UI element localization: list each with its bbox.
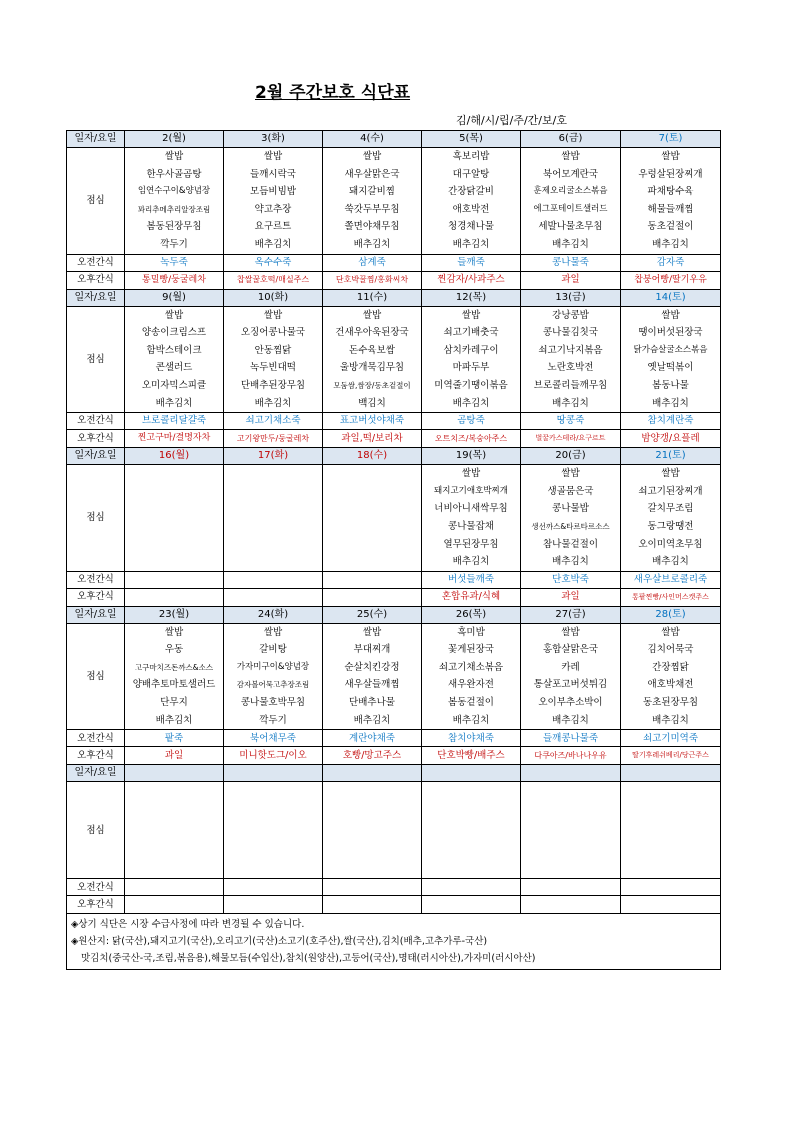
menu-item: 배추김치: [652, 556, 689, 568]
menu-item: 봄동나물: [652, 379, 689, 391]
menu-item: 훈제오리굴소스볶음: [533, 186, 608, 197]
pm-snack-label: 오후간식: [67, 896, 125, 914]
am-snack-cell: 옥수수죽: [224, 254, 323, 271]
pm-snack-cell: 밤양갱/요플레: [621, 430, 721, 448]
day-header: 7(토): [621, 131, 721, 148]
pm-snack-label: 오후간식: [67, 747, 125, 765]
date-label: 일자/요일: [67, 606, 125, 623]
am-snack-label: 오전간식: [67, 254, 125, 271]
lunch-cell: [125, 623, 224, 730]
menu-item: 감자볼어묵고추장조림: [236, 680, 310, 690]
menu-item: 들깨시락국: [250, 168, 296, 180]
lunch-label: 점심: [67, 148, 125, 255]
menu-item: 쌀밥: [661, 151, 680, 162]
am-snack-row: [67, 413, 721, 430]
lunch-cell: [422, 148, 521, 255]
lunch-cell: [521, 623, 621, 730]
day-header: 11(수): [323, 289, 422, 306]
am-snack-cell: [125, 571, 224, 588]
lunch-row: [67, 782, 721, 879]
page-title: 2월 주간보호 식단표: [255, 83, 411, 103]
menu-item: 옛날떡볶이: [647, 362, 694, 374]
menu-item: 대구알탕: [452, 168, 490, 180]
am-snack-cell: 팥죽: [125, 730, 224, 747]
menu-item: 모듬비빔밥: [250, 186, 296, 198]
menu-item: 쌀밥: [461, 309, 481, 321]
lunch-cell: [621, 782, 721, 879]
menu-item: 북어모계란국: [542, 168, 599, 180]
am-snack-cell: 표고버섯야채죽: [323, 413, 422, 430]
day-header: 26(목): [422, 606, 521, 623]
menu-item: 배추김치: [652, 714, 689, 726]
pm-snack-cell: 벌꿀카스테라/요구르트: [521, 430, 621, 448]
am-snack-cell: [621, 879, 721, 896]
lunch-cell: [521, 782, 621, 879]
day-header: 13(금): [521, 289, 621, 306]
menu-item: 단무지: [160, 697, 188, 709]
pm-snack-cell: 통팥찐빵/사인머스캣주스: [621, 588, 721, 606]
menu-item: 콘샐러드: [155, 362, 193, 374]
menu-item: 고구마치즈돈까스&소스: [134, 662, 214, 672]
menu-item: 생선까스&타르타르소스: [531, 521, 610, 531]
menu-item: 쌀밥: [661, 309, 680, 321]
day-header: 14(토): [621, 289, 721, 306]
menu-item: 애호박채전: [647, 679, 694, 691]
menu-item: 돈수육보쌈: [349, 344, 395, 356]
lunch-cell: [323, 148, 422, 255]
day-header: 3(화): [224, 131, 323, 148]
menu-item: 꽃게된장국: [448, 644, 494, 656]
am-snack-label: 오전간식: [67, 571, 125, 588]
day-header: 27(금): [521, 606, 621, 623]
menu-item: 우렁살된장찌개: [638, 168, 703, 180]
menu-item: 모둠쌈,쌈장/동초겉절이: [333, 380, 411, 390]
am-snack-cell: 들깨콩나물죽: [521, 730, 621, 747]
pm-snack-cell: 찹붕어빵/딸기우유: [621, 271, 721, 289]
day-header: 6(금): [521, 131, 621, 148]
menu-item: 쌀밥: [561, 151, 580, 162]
menu-item: 요구르트: [254, 221, 292, 233]
am-snack-cell: 북어채무죽: [224, 730, 323, 747]
menu-item: 간장닭갈비: [448, 186, 494, 198]
am-snack-cell: 콩나물죽: [521, 254, 621, 271]
am-snack-cell: [323, 571, 422, 588]
menu-item: 배추김치: [254, 397, 292, 409]
note-line: 맛김치(중국산-국,조림,볶음용),해물모듬(수입산),참치(원양산),고등어(국산),명태(러시아산),가자미(러시아산): [81, 953, 536, 965]
menu-item: 부대찌개: [353, 644, 391, 656]
date-row: [67, 765, 721, 782]
day-header: 5(목): [422, 131, 521, 148]
menu-item: 쌀밥: [561, 468, 580, 480]
pm-snack-cell: 호빵/망고주스: [323, 747, 422, 765]
menu-item: 쌀밥: [164, 626, 184, 638]
lunch-cell: [521, 148, 621, 255]
day-header: 19(목): [422, 448, 521, 465]
lunch-label: 점심: [67, 623, 125, 730]
am-snack-cell: [422, 879, 521, 896]
lunch-cell: [521, 465, 621, 572]
menu-item: 흑미밥: [457, 626, 485, 638]
menu-item: 쇠고기채소볶음: [438, 661, 504, 673]
lunch-cell: [323, 623, 422, 730]
day-header: 10(화): [224, 289, 323, 306]
menu-item: 약고추장: [254, 203, 292, 215]
menu-item: 안동찜닭: [254, 344, 292, 356]
menu-item: 생골뭄은국: [547, 485, 594, 497]
pm-snack-label: 오후간식: [67, 430, 125, 448]
am-snack-cell: 참치야채죽: [422, 730, 521, 747]
lunch-cell: [125, 148, 224, 255]
menu-item: 임연수구이&양념장: [137, 186, 211, 197]
date-label: 일자/요일: [67, 448, 125, 465]
menu-item: 돼지고기애호박찌개: [434, 485, 508, 496]
menu-item: 동초겉절이: [647, 221, 694, 233]
lunch-cell: [621, 465, 721, 572]
notes-cell: [67, 914, 721, 970]
day-header: 24(화): [224, 606, 323, 623]
pm-snack-cell: 혼합유과/식혜: [422, 588, 521, 606]
day-header: 17(화): [224, 448, 323, 465]
am-snack-cell: [224, 879, 323, 896]
pm-snack-cell: 단호박꿀찜/홍화씨차: [323, 271, 422, 289]
pm-snack-cell: 찐감자/사과주스: [422, 271, 521, 289]
menu-item: 콩나물잡채: [448, 520, 494, 532]
menu-item: 애호박전: [452, 203, 490, 215]
day-header: 18(수): [323, 448, 422, 465]
pm-snack-row: [67, 588, 721, 606]
menu-item: 배추김치: [452, 556, 490, 568]
lunch-cell: [621, 148, 721, 255]
menu-item: 파채탕수육: [647, 186, 694, 198]
menu-item: 배추김치: [254, 238, 292, 250]
menu-item: 꽈리추메추리알장조림: [137, 204, 211, 214]
menu-item: 참나물겉절이: [542, 538, 599, 550]
menu-item: 단배추나물: [349, 697, 395, 709]
menu-item: 백김치: [358, 397, 386, 409]
am-snack-cell: [125, 879, 224, 896]
am-snack-cell: 곰탕죽: [422, 413, 521, 430]
menu-item: 새우살맑은국: [344, 168, 400, 180]
menu-item: 쌀밥: [461, 468, 481, 480]
pm-snack-cell: 과일: [125, 747, 224, 765]
lunch-cell: [521, 306, 621, 413]
menu-item: 배추김치: [552, 238, 589, 250]
date-row: [67, 131, 721, 148]
menu-item: 배추김치: [353, 238, 391, 250]
pm-snack-cell: 미니핫도그/이오: [224, 747, 323, 765]
pm-snack-cell: [422, 896, 521, 914]
date-row: [67, 606, 721, 623]
menu-item: 새우살들깨찜: [344, 679, 400, 691]
menu-item: 청경채나물: [448, 221, 494, 233]
day-header: [621, 765, 721, 782]
pm-snack-row: [67, 271, 721, 289]
menu-item: 순살치킨강정: [344, 661, 400, 673]
lunch-cell: [422, 465, 521, 572]
lunch-cell: [125, 782, 224, 879]
am-snack-cell: 참치계란죽: [621, 413, 721, 430]
pm-snack-row: [67, 896, 721, 914]
pm-snack-cell: 과일,떡/보리차: [323, 430, 422, 448]
menu-item: 배추김치: [155, 397, 193, 409]
day-header: [125, 765, 224, 782]
menu-item: 갈비탕: [259, 644, 287, 656]
menu-item: 강낭콩밥: [552, 309, 589, 321]
menu-item: 쌀밥: [661, 468, 680, 480]
menu-item: 배추김치: [652, 397, 689, 409]
lunch-row: [67, 148, 721, 255]
lunch-cell: [125, 306, 224, 413]
pm-snack-row: [67, 747, 721, 765]
am-snack-cell: 쇠고기채소죽: [224, 413, 323, 430]
menu-item: 오미자믹스피클: [141, 379, 207, 391]
pm-snack-cell: [621, 896, 721, 914]
menu-item: 새우완자전: [448, 679, 494, 691]
menu-item: 깍두기: [259, 714, 287, 726]
day-header: 28(토): [621, 606, 721, 623]
date-label: 일자/요일: [67, 289, 125, 306]
pm-snack-cell: [521, 896, 621, 914]
lunch-cell: [224, 782, 323, 879]
pm-snack-cell: [125, 896, 224, 914]
menu-item: 돼지갈비찜: [349, 186, 395, 198]
lunch-cell: [224, 623, 323, 730]
organization-name: 김/해/시/립/주/간/보/호: [456, 114, 567, 127]
lunch-label: 점심: [67, 465, 125, 572]
lunch-cell: [224, 306, 323, 413]
lunch-row: [67, 306, 721, 413]
lunch-label: 점심: [67, 306, 125, 413]
menu-item: 오징어콩나물국: [240, 327, 306, 339]
menu-item: 세발나물초무침: [538, 221, 603, 233]
menu-item: 한우사골곰탕: [146, 168, 202, 180]
date-row: [67, 289, 721, 306]
am-snack-cell: 감자죽: [621, 254, 721, 271]
menu-item: 단배추된장무침: [240, 379, 306, 391]
pm-snack-cell: 과일: [521, 588, 621, 606]
menu-table: [66, 130, 721, 970]
day-header: 25(수): [323, 606, 422, 623]
menu-item: 동그랑땡전: [647, 520, 694, 532]
am-snack-cell: 쇠고기미역죽: [621, 730, 721, 747]
menu-item: 쑥갓두부무침: [344, 203, 400, 215]
menu-item: 울방개묵김무침: [339, 362, 405, 374]
lunch-cell: [422, 623, 521, 730]
notes-row: [67, 914, 721, 970]
day-header: [224, 765, 323, 782]
menu-item: 쫄면야채무침: [344, 221, 400, 233]
day-header: 21(토): [621, 448, 721, 465]
lunch-row: [67, 623, 721, 730]
menu-item: 봄동된장무침: [146, 221, 202, 233]
menu-item: 녹두빈대떡: [250, 362, 296, 374]
menu-item: 간장찜닭: [652, 661, 689, 673]
menu-item: 열무된장무침: [443, 538, 499, 550]
am-snack-row: [67, 254, 721, 271]
pm-snack-cell: [323, 896, 422, 914]
menu-item: 오이미역초무침: [638, 538, 703, 550]
menu-item: 봄동겉절이: [448, 697, 494, 709]
lunch-cell: [621, 306, 721, 413]
pm-snack-cell: 다쿠아즈/바나나우유: [521, 747, 621, 765]
menu-item: 동초된장무침: [642, 697, 699, 709]
lunch-label: 점심: [67, 782, 125, 879]
menu-item: 통살포고버섯튀김: [533, 679, 608, 691]
day-header: [323, 765, 422, 782]
day-header: 2(월): [125, 131, 224, 148]
am-snack-cell: [224, 571, 323, 588]
day-header: 23(월): [125, 606, 224, 623]
menu-item: 땡이버섯된장국: [638, 327, 703, 339]
pm-snack-cell: [323, 588, 422, 606]
am-snack-row: [67, 571, 721, 588]
pm-snack-cell: 고기왕만두/둥굴레차: [224, 430, 323, 448]
am-snack-cell: 삼계죽: [323, 254, 422, 271]
menu-item: 쌀밥: [362, 309, 382, 321]
menu-item: 배추김치: [652, 238, 689, 250]
pm-snack-label: 오후간식: [67, 271, 125, 289]
menu-item: 가자미구이&양념장: [236, 661, 310, 672]
menu-item: 콩나물밥: [552, 503, 589, 515]
menu-item: 쌀밥: [362, 151, 382, 162]
menu-item: 배추김치: [552, 397, 589, 409]
pm-snack-cell: 통밀빵/둥굴레차: [125, 271, 224, 289]
menu-item: 노란호박전: [547, 362, 594, 374]
menu-item: 콩나물김칫국: [542, 327, 599, 339]
pm-snack-label: 오후간식: [67, 588, 125, 606]
menu-item: 쌀밥: [561, 626, 580, 638]
lunch-cell: [224, 465, 323, 572]
menu-item: 배추김치: [452, 238, 490, 250]
lunch-cell: [323, 782, 422, 879]
pm-snack-cell: 과일: [521, 271, 621, 289]
day-header: 9(월): [125, 289, 224, 306]
date-row: [67, 448, 721, 465]
am-snack-cell: 녹두죽: [125, 254, 224, 271]
menu-item: 쌀밥: [263, 626, 283, 638]
am-snack-cell: [323, 879, 422, 896]
pm-snack-cell: [125, 588, 224, 606]
pm-snack-cell: 단호박빵/배주스: [422, 747, 521, 765]
menu-item: 양배추토마토샐러드: [132, 679, 216, 691]
menu-item: 쇠고기낙지볶음: [538, 344, 603, 356]
pm-snack-cell: 찹쌀꿀호떡/매실주스: [224, 271, 323, 289]
am-snack-cell: 새우살브로콜리죽: [621, 571, 721, 588]
menu-item: 갈치무조림: [647, 503, 694, 515]
menu-item: 홍합살맑은국: [542, 644, 599, 656]
lunch-cell: [125, 465, 224, 572]
pm-snack-cell: 찐고구마/결명자차: [125, 430, 224, 448]
menu-item: 오이부추소박이: [538, 697, 603, 709]
menu-item: 우동: [164, 644, 184, 656]
day-header: 12(목): [422, 289, 521, 306]
am-snack-cell: 버섯들깨죽: [422, 571, 521, 588]
menu-item: 해물들깨찜: [647, 203, 694, 215]
menu-item: 배추김치: [452, 397, 490, 409]
menu-item: 쌀밥: [263, 309, 283, 321]
date-label: 일자/요일: [67, 765, 125, 782]
menu-item: 콩나물호박무침: [240, 697, 306, 709]
menu-item: 브로콜리들깨무침: [533, 379, 608, 391]
am-snack-cell: [521, 879, 621, 896]
am-snack-cell: 들깨죽: [422, 254, 521, 271]
lunch-cell: [224, 148, 323, 255]
menu-item: 양송이크림스프: [141, 327, 207, 339]
note-line: ◈원산지: 닭(국산),돼지고기(국산),오리고기(국산)소고기(호주산),쌀(국산),김치(배추,고추가루-국산): [71, 936, 488, 948]
menu-item: 쌀밥: [661, 626, 680, 638]
menu-item: 에그포테이트샐러드: [533, 203, 608, 214]
menu-item: 흑보리밥: [452, 151, 490, 162]
lunch-cell: [422, 306, 521, 413]
lunch-cell: [323, 465, 422, 572]
pm-snack-cell: 오트치즈/복숭아주스: [422, 430, 521, 448]
menu-item: 배추김치: [552, 714, 589, 726]
menu-item: 쌀밥: [164, 151, 184, 162]
menu-item: 배추김치: [452, 714, 490, 726]
day-header: 4(수): [323, 131, 422, 148]
pm-snack-cell: [224, 896, 323, 914]
menu-item: 너비아니새싹무침: [434, 503, 508, 515]
am-snack-cell: 단호박죽: [521, 571, 621, 588]
menu-item: 쇠고기된장찌개: [638, 485, 703, 497]
menu-item: 배추김치: [353, 714, 391, 726]
menu-item: 닭가슴살굴소스볶음: [633, 344, 708, 355]
lunch-cell: [621, 623, 721, 730]
menu-item: 마파두부: [452, 362, 490, 374]
menu-item: 쇠고기배춧국: [443, 327, 499, 339]
menu-item: 김치어묵국: [647, 644, 694, 656]
date-label: 일자/요일: [67, 131, 125, 148]
menu-item: 배추김치: [552, 556, 589, 568]
pm-snack-cell: [224, 588, 323, 606]
menu-item: 미역줄기땡이볶음: [434, 379, 508, 391]
pm-snack-cell: 딸기후레쉬베리/당근주스: [621, 747, 721, 765]
day-header: [521, 765, 621, 782]
am-snack-row: [67, 879, 721, 896]
pm-snack-row: [67, 430, 721, 448]
day-header: [422, 765, 521, 782]
menu-item: 배추김치: [155, 714, 193, 726]
lunch-cell: [323, 306, 422, 413]
day-header: 20(금): [521, 448, 621, 465]
menu-item: 건새우아욱된장국: [335, 327, 409, 339]
am-snack-cell: 땅콩죽: [521, 413, 621, 430]
note-line: ◈상기 식단은 시장 수급사정에 따라 변경될 수 있습니다.: [71, 919, 305, 931]
day-header: 16(월): [125, 448, 224, 465]
am-snack-label: 오전간식: [67, 730, 125, 747]
am-snack-label: 오전간식: [67, 879, 125, 896]
menu-item: 쌀밥: [362, 626, 382, 638]
am-snack-label: 오전간식: [67, 413, 125, 430]
lunch-row: [67, 465, 721, 572]
menu-item: 함박스테이크: [146, 344, 202, 356]
menu-item: 쌀밥: [263, 151, 283, 162]
menu-item: 깍두기: [160, 238, 188, 250]
am-snack-row: [67, 730, 721, 747]
am-snack-cell: 계란야채죽: [323, 730, 422, 747]
lunch-cell: [422, 782, 521, 879]
am-snack-cell: 브로콜리달걀죽: [125, 413, 224, 430]
menu-item: 쌀밥: [164, 309, 184, 321]
menu-item: 삼치카레구이: [443, 344, 499, 356]
menu-item: 카레: [561, 661, 580, 673]
